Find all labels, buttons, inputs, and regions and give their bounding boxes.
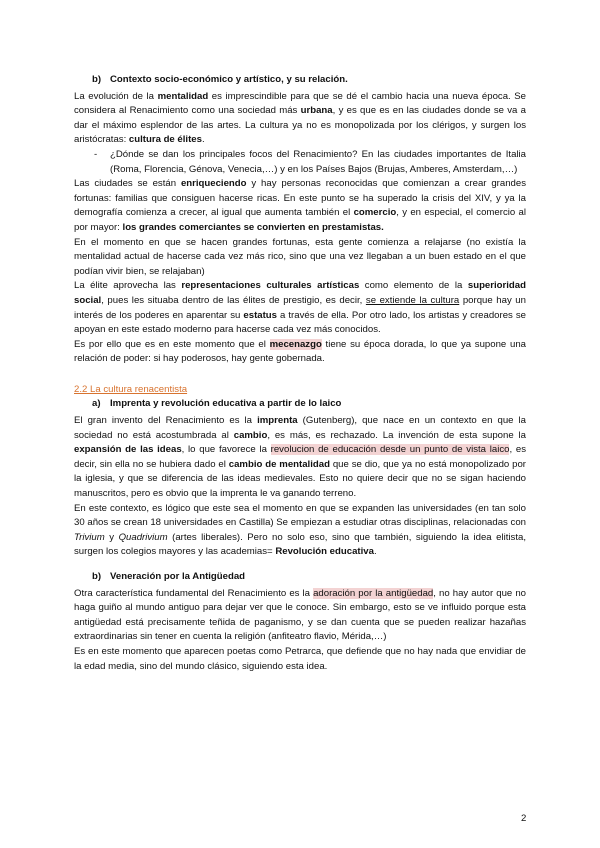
bold-run: representaciones culturales artísticas xyxy=(181,280,360,292)
text-run: , y en especial, el comercio al por mayor: xyxy=(74,207,527,233)
bullet-text: ¿Dónde se dan los principales focos del Renacimiento? En las ciudades importantes de Italia (Roma, Florencia, Génova, Venecia,…) y en los Países Bajos (Brujas, Amberes, Amsterdam,…) xyxy=(110,148,526,175)
subheading-number: a) xyxy=(92,398,101,410)
text-run: . xyxy=(373,546,377,558)
paragraph-imprenta xyxy=(74,414,526,502)
subheading-text: Contexto socio-económico y artístico, y su relación. xyxy=(110,74,348,85)
text-run: tiene su época dorada, lo que ya supone una relación de poder: si hay poderosos, hay gente gobernada. xyxy=(74,338,526,365)
subheading-context xyxy=(92,73,526,88)
bold-run: cultura de élites xyxy=(128,134,202,146)
text-run: , pues les situaba dentro de las élites de prestigio, es decir, xyxy=(101,294,366,306)
text-run: La élite aprovecha las xyxy=(74,280,182,292)
highlighted-run: revolucion de educación desde un punto de vista laico xyxy=(270,444,510,456)
bold-run: mentalidad xyxy=(157,90,209,102)
subheading-antiguedad xyxy=(92,570,526,585)
text-run: En este contexto, es lógico que este sea el momento en que se expanden las universidades (en tan solo 30 años se crean 18 universidades en Castilla) Se empiezan a estudiar otras disciplinas, relacionadas con xyxy=(74,502,526,529)
bold-run: los grandes comerciantes se convierten en prestamistas. xyxy=(122,221,384,233)
paragraph-petrarca: Es en este momento que aparecen poetas como Petrarca, que defiende que no hay nada que envidiar de la edad media, sino del mundo clásico, siguiendo esta idea. xyxy=(74,645,526,672)
italic-run: Trivium xyxy=(74,531,105,543)
bullet-dash: - xyxy=(94,148,98,160)
paragraph-mentalidad xyxy=(74,90,526,148)
page-number: 2 xyxy=(521,813,527,824)
text-run: , es decir, sin ella no se hubiera dado el xyxy=(74,444,526,470)
subheading-number: b) xyxy=(92,571,102,582)
subheading-text: Imprenta y revolución educativa a partir de lo laico xyxy=(110,398,342,410)
paragraph-fortunas: En el momento en que se hacen grandes fortunas, esta gente comienza a relajarse (no existía la mentalidad actual de hacerse cada vez más rico, sino que una vez llegaban a un buen estado en el que podían vivir bien, se relajaban) xyxy=(74,236,526,277)
subheading-text: Veneración por la Antigüedad xyxy=(110,571,246,582)
spacer xyxy=(74,367,526,383)
bold-run: Revolución educativa xyxy=(275,546,374,558)
text-run: como elemento de la xyxy=(359,280,468,292)
bold-run: urbana xyxy=(300,105,333,117)
highlighted-run: mecenazgo xyxy=(269,338,322,350)
bold-run: imprenta xyxy=(257,415,298,427)
text-run: (Gutenberg), que nace en un contexto en que la sociedad no está acostumbrada al xyxy=(74,415,526,441)
text-run: . xyxy=(201,134,205,146)
spacer xyxy=(74,560,526,570)
text-run: Las ciudades se están xyxy=(74,178,181,190)
underlined-run: se extiende la cultura xyxy=(365,294,460,306)
text-run: Otra característica fundamental del Renacimiento es la xyxy=(74,587,314,599)
text-run: , lo que favorece la xyxy=(181,444,271,456)
text-run: Es por ello que es en este momento que el xyxy=(74,338,270,350)
text-run: , no hay autor que no haga guiño al mundo antiguo para dejar ver que le conoce. Sin embargo, esto se ve influido porque esta antigüedad está precisamente teñida de paganismo, y se dan cuenta que se pueden realizar hazañas extraordinarias sin tener en cuenta la religión (anfiteatro flavio, Mérida,…) xyxy=(74,587,526,643)
bold-run: cambio xyxy=(233,429,268,441)
subheading-number: b) xyxy=(92,74,102,85)
paragraph-universidades xyxy=(74,502,526,560)
paragraph-antiguedad xyxy=(74,587,526,645)
text-run: y xyxy=(104,531,119,543)
paragraph-mecenazgo xyxy=(74,338,526,367)
text-run: La evolución de la xyxy=(74,90,158,102)
bold-run: enriqueciendo xyxy=(180,178,247,190)
text-run: es imprescindible para que se dé el cambio hacia una nueva época. Se considera al Renacimiento como una sociedad más xyxy=(74,90,526,117)
text-run: porque hay un interés de los poderes en aparentar su xyxy=(74,294,526,321)
text-run: a través de ella. Por otro lado, los artistas y creadores se apoyan en este estado moderno para hacerse cada vez más conocidos. xyxy=(74,309,526,336)
paragraph-elite xyxy=(74,279,526,337)
text-run: (artes liberales). Pero no solo eso, sino que también, siguiendo la idea elitista, surgen los colegios mayores y las academias= xyxy=(74,531,526,558)
text-run: que se dio, que ya no está monopolizado por la iglesia, y que se diferencia de las ideas medievales. Esto no quiere decir que no se sigan haciendo manuscritos, pero es obvio que la imprenta le va ganando terreno. xyxy=(74,458,526,500)
bold-run: expansión de las ideas xyxy=(74,444,182,456)
text-run: , es más, es rechazado. La invención de esta supone la xyxy=(267,429,526,441)
bold-run: cambio de mentalidad xyxy=(228,458,330,470)
bold-run: estatus xyxy=(243,309,277,321)
italic-run: Quadrivium xyxy=(118,531,168,543)
subheading-imprenta xyxy=(92,397,526,412)
bullet-item-focos xyxy=(74,148,526,177)
paragraph-ciudades xyxy=(74,177,526,235)
bold-run: superioridad social xyxy=(74,280,526,306)
section-heading-cultura: 2.2 La cultura renacentista xyxy=(74,383,188,395)
highlighted-run: adoración por la antigüedad xyxy=(313,587,434,599)
text-run: , y es que es en las ciudades donde se va a dar el máximo esplendor de las artes. La cultura ya no es monopolizada por los clérigos, y surgen los aristócratas: xyxy=(74,105,526,146)
bold-run: comercio xyxy=(353,207,397,219)
document-body xyxy=(74,73,526,674)
text-run: El gran invento del Renacimiento es la xyxy=(74,415,258,427)
text-run: y hay personas reconocidas que comienzan a crear grandes fortunas: familias que consiguen hacerse ricas. En este punto se ha superado la crisis del XIV, y ya la demografía comienza a crecer, al igual que aumenta también el xyxy=(74,178,527,219)
